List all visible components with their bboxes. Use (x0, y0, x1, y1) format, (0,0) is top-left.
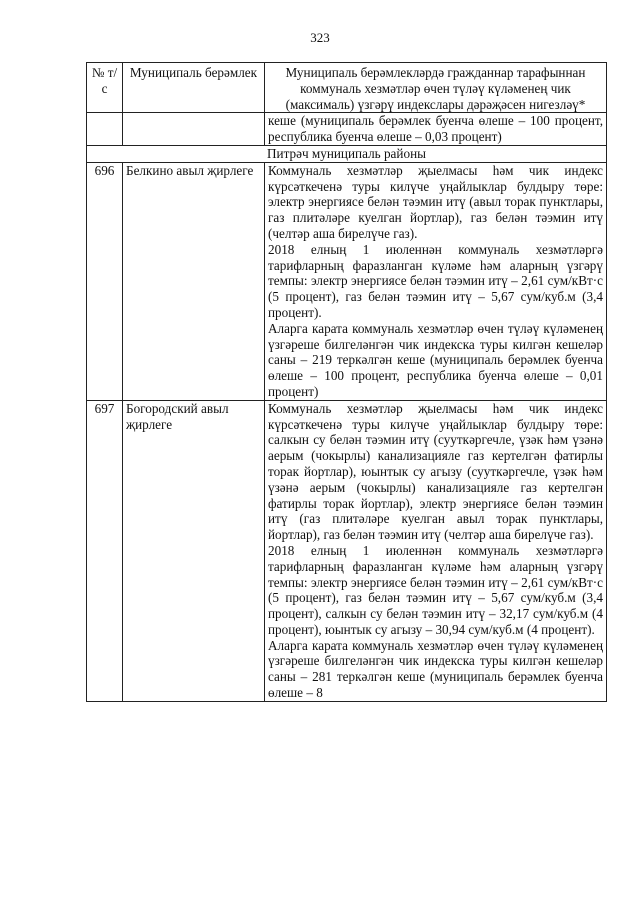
paragraph: Коммуналь хезмәтләр җыелмасы һәм чик индекс күрсәткеченә туры килүче уңайлыклар булдыру төре: электр энергиясе белән тәэмин итү (авыл торак пунктлары, газ плитәләре куелган йортлар), газ белән тәэмин итү (челтәр аша бирелүче газ). (268, 162, 603, 241)
paragraph: Коммуналь хезмәтләр җыелмасы һәм чик индекс күрсәткеченә туры килүче уңайлыклар булдыру төре: салкын су белән тәэмин итү (сууткәргечле, үзәк һәм үзәнә аерым (чокырлы) канализацияле газ кертелгән фатирлы торак йортлар), юынтык су агызу (сууткәргечле, үзәк һәм үзәнә аерым (чокырлы) канализацияле газ кертелгән фатирлы торак йортлар), электр энергиясе белән тәэмин итү (газ плитәләре куелган авыл торак пунктлары, йортлар), газ белән тәэмин итү (челтәр аша бирелүче газ). (268, 400, 603, 543)
row-number: 696 (87, 162, 123, 400)
row-municipality: Богородский авыл җирлеге (123, 400, 265, 701)
page-number: 323 (310, 30, 330, 45)
table-row (87, 162, 607, 400)
row-description (265, 162, 607, 400)
paragraph: 2018 елның 1 июленнән коммуналь хезмәтләргә тарифларның фаразланган күләме һәм аларның үзгәрү темпы: электр энергиясе белән тәэмин итү – 2,61 сум/кВт·с (5 процент), газ белән тәэмин итү – 5,67 сум/куб.м (3,4 процент). (268, 241, 603, 320)
table-row (87, 400, 607, 701)
continuation-text: кеше (муниципаль берәмлек буенча өлеше – 100 процент, республика буенча өлеше – 0,03 процент) (268, 113, 603, 145)
paragraph: 2018 елның 1 июленнән коммуналь хезмәтләргә тарифларның фаразланган күләме һәм аларның үзгәрү темпы: электр энергиясе белән тәэмин итү – 2,61 сум/кВт·с (5 процент), газ белән тәэмин итү – 5,67 сум/куб.м (3,4 процент), салкын су белән тәэмин итү – 32,17 сум/куб.м (4 процент), юынтык су агызу – 30,94 сум/куб.м (4 процент). (268, 542, 603, 637)
continuation-row (87, 113, 607, 146)
municipal-index-table (86, 62, 607, 702)
row-municipality: Белкино авыл җирлеге (123, 162, 265, 400)
header-index: Муниципаль берәмлекләрдә гражданнар тарафыннан коммуналь хезмәтләр өчен түләү күләменең чик (максималь) үзгәрү индекслары дәрәҗәсен нигезләү* (265, 63, 607, 113)
row-description (265, 400, 607, 701)
table-header-row (87, 63, 607, 113)
section-title: Питрәч муниципаль районы (87, 145, 607, 162)
paragraph: Аларга карата коммуналь хезмәтләр өчен түләү күләменең үзгәреше билгеләнгән чик индекска туры килгән кешеләр саны – 219 теркәлгән кеше (муниципаль берәмлек буенча өлеше – 100 процент, республика буенча өлеше – 0,01 процент) (268, 320, 603, 399)
row-number: 697 (87, 400, 123, 701)
paragraph: Аларга карата коммуналь хезмәтләр өчен түләү күләменең үзгәреше билгеләнгән чик индекска туры килгән кешеләр саны – 281 теркәлгән кеше (муниципаль берәмлек буенча өлеше – 8 (268, 637, 603, 701)
header-municipality: Муниципаль берәмлек (123, 63, 265, 113)
section-row (87, 145, 607, 162)
header-number: № т/с (87, 63, 123, 113)
